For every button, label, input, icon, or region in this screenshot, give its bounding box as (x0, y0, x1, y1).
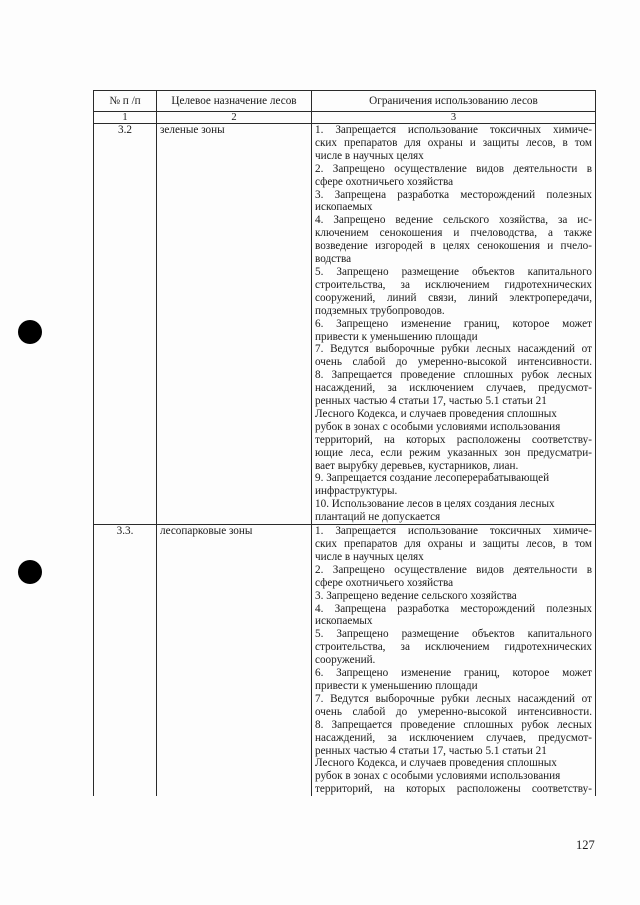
restriction-line: 7. Ведутся выборочные рубки лесных насаждений от (315, 343, 592, 356)
restriction-line: 4. Запрещено ведение сельского хозяйства, за ис- (315, 214, 592, 227)
restriction-line: подземных трубопроводов. (315, 304, 445, 317)
restriction-line: строительства, за исключением гидротехнических (315, 278, 592, 291)
row-number: 3.3. (94, 525, 157, 797)
restriction-line: насаждений, за исключением случаев, предусмот- (315, 731, 592, 744)
row-restrictions (312, 525, 596, 797)
restriction-line: Лесного Кодекса, и случаев проведения сплошных (315, 407, 557, 420)
restriction-line: 8. Запрещается проведение сплошных рубок лесных (315, 369, 592, 382)
row-purpose: зеленые зоны (157, 124, 312, 525)
restriction-line: ключением сенокошения и пчеловодства, а также (315, 227, 592, 240)
column-number: 1 (94, 112, 157, 124)
restriction-line: 6. Запрещено изменение границ, которое может (315, 317, 592, 330)
punch-hole (18, 320, 42, 344)
restriction-line: территорий, на которых расположены соответству- (315, 433, 592, 446)
table-row (94, 124, 596, 525)
restriction-line: 9. Запрещается создание лесоперерабатывающей (315, 472, 550, 485)
restriction-line: рубок в зонах с особыми условиями использования (315, 420, 561, 433)
restriction-line: рубок в зонах с особыми условиями использования (315, 770, 561, 783)
row-restrictions (312, 124, 596, 525)
column-number: 3 (312, 112, 596, 124)
column-number: 2 (157, 112, 312, 124)
restriction-line: строительства, за исключением гидротехнических (315, 641, 592, 654)
restriction-line: очень слабой до умеренно-высокой интенсивности. (315, 705, 592, 718)
restriction-line: 5. Запрещено размещение объектов капитального (315, 628, 592, 641)
restrictions-table (93, 90, 596, 796)
restriction-line: возведение изгородей в целях сенокошения и пчело- (315, 240, 592, 253)
restriction-line: ских препаратов для охраны и защиты лесов, в том (315, 136, 592, 149)
header-number: № п /п (94, 91, 157, 112)
restriction-line: сооружений. (315, 654, 376, 667)
header-purpose: Целевое назначение лесов (157, 91, 312, 112)
restriction-line: 6. Запрещено изменение границ, которое может (315, 667, 592, 680)
restriction-line: сооружений, линий связи, линий электропередачи, (315, 291, 592, 304)
column-number-row (94, 112, 596, 124)
restriction-line: ископаемых (315, 615, 373, 628)
restriction-line: 3. Запрещено ведение сельского хозяйства (315, 589, 517, 602)
restriction-line: числе в научных целях (315, 149, 424, 162)
restriction-line: ских препаратов для охраны и защиты лесов, в том (315, 538, 592, 550)
restriction-line: ренных частью 4 статьи 17, частью 5.1 статьи 21 (315, 395, 547, 408)
restriction-line: ренных частью 4 статьи 17, частью 5.1 статьи 21 (315, 744, 547, 757)
table-row (94, 525, 596, 797)
restriction-line: очень слабой до умеренно-высокой интенсивности. (315, 356, 592, 369)
table-header-row (94, 91, 596, 112)
restriction-line: сфере охотничьего хозяйства (315, 576, 454, 589)
restriction-line: 3. Запрещена разработка месторождений полезных (315, 188, 592, 201)
restriction-line: привести к уменьшению площади (315, 330, 478, 343)
restriction-line: инфраструктуры. (315, 485, 398, 498)
restriction-line: 4. Запрещена разработка месторождений полезных (315, 602, 592, 615)
restriction-line: ющие леса, если режим указанных зон предусматри- (315, 446, 592, 459)
restriction-line: вает вырубку деревьев, кустарников, лиан. (315, 459, 519, 472)
restriction-line: привести к уменьшению площади (315, 679, 478, 692)
restriction-line: 2. Запрещено осуществление видов деятельности в (315, 162, 592, 175)
restriction-line: числе в научных целях (315, 550, 424, 563)
restriction-line: водства (315, 253, 352, 266)
restriction-line: Лесного Кодекса, и случаев проведения сплошных (315, 757, 557, 770)
row-number: 3.2 (94, 124, 157, 525)
restriction-line: 8. Запрещается проведение сплошных рубок лесных (315, 718, 592, 731)
restriction-line: сфере охотничьего хозяйства (315, 175, 454, 188)
restriction-line: 7. Ведутся выборочные рубки лесных насаждений от (315, 692, 592, 705)
restriction-line: насаждений, за исключением случаев, предусмот- (315, 382, 592, 395)
restriction-line: ископаемых (315, 201, 373, 214)
restriction-line: 1. Запрещается использование токсичных химиче- (315, 525, 592, 538)
restriction-line: 1. Запрещается использование токсичных химиче- (315, 124, 592, 136)
restriction-line: 5. Запрещено размещение объектов капитального (315, 265, 592, 278)
page-number: 127 (576, 838, 595, 852)
restriction-line: плантаций не допускается (315, 511, 441, 524)
header-restrictions: Ограничения использованию лесов (312, 91, 596, 112)
restriction-line: территорий, на которых расположены соответству- (315, 783, 592, 796)
restriction-line: 10. Использование лесов в целях создания лесных (315, 498, 555, 511)
restriction-line: 2. Запрещено осуществление видов деятельности в (315, 563, 592, 576)
punch-hole (18, 560, 42, 584)
row-purpose: лесопарковые зоны (157, 525, 312, 797)
